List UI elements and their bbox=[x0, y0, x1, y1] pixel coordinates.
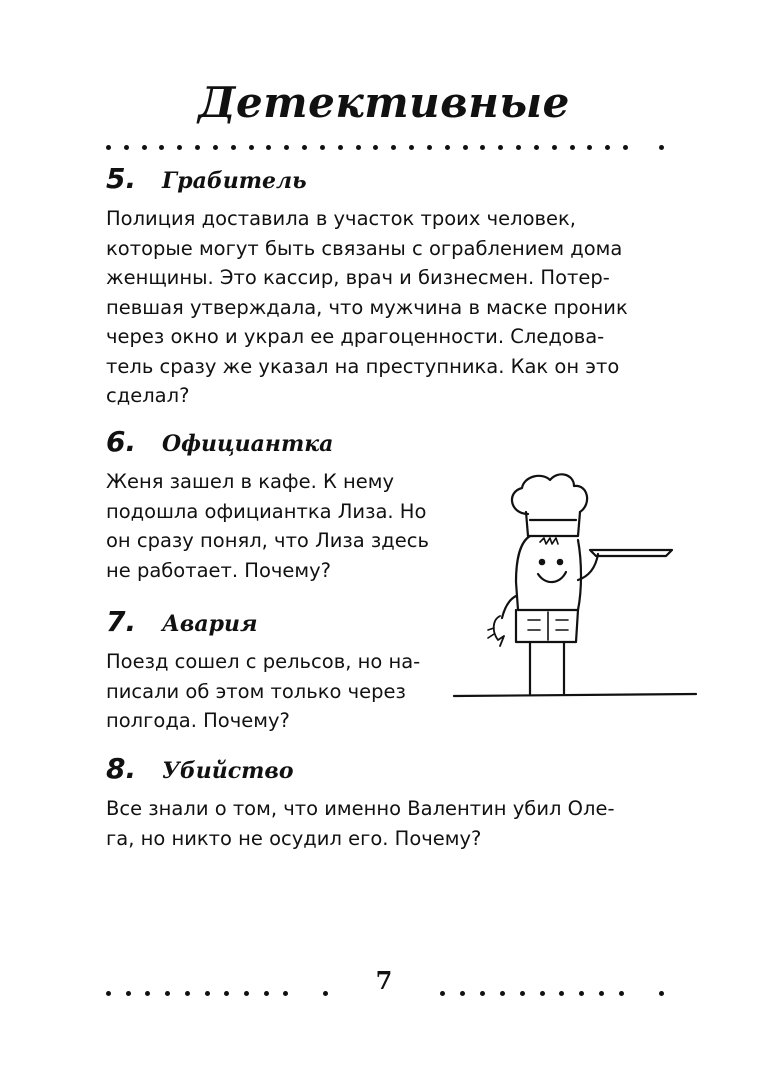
text-line: Все знали о том, что именно Валентин убил Оле- bbox=[106, 797, 615, 820]
section-title: Официантка bbox=[162, 431, 334, 457]
text-line: женщины. Это кассир, врач и бизнесмен. Потер- bbox=[106, 266, 610, 289]
section-number: 5. bbox=[106, 162, 137, 195]
page-number: 7 bbox=[375, 966, 393, 995]
section-number: 8. bbox=[106, 752, 137, 785]
section-text bbox=[106, 467, 456, 585]
section-7 bbox=[106, 605, 456, 736]
text-line: тель сразу же указал на преступника. Как он это bbox=[106, 354, 620, 378]
bottom-dotted-divider-right bbox=[440, 990, 664, 996]
section-number: 7. bbox=[106, 605, 137, 638]
text-line: писали об этом только через bbox=[106, 679, 406, 703]
section-text bbox=[106, 794, 666, 853]
text-line: певшая утверждала, что мужчина в маске проник bbox=[106, 295, 628, 319]
section-title: Убийство bbox=[162, 758, 294, 784]
section-5 bbox=[106, 162, 666, 411]
section-title: Авария bbox=[162, 611, 258, 637]
section-number: 6. bbox=[106, 425, 137, 458]
bottom-dotted-divider-left bbox=[106, 990, 328, 996]
section-6 bbox=[106, 425, 456, 585]
text-line: подошла официантка Лиза. Но bbox=[106, 499, 427, 523]
text-line: полгода. Почему? bbox=[106, 709, 290, 732]
section-8 bbox=[106, 752, 666, 853]
text-line: Поезд сошел с рельсов, но на- bbox=[106, 650, 421, 673]
section-title: Грабитель bbox=[162, 168, 307, 194]
top-dotted-divider bbox=[106, 144, 664, 150]
text-line: не работает. Почему? bbox=[106, 558, 332, 582]
text-line: он сразу понял, что Лиза здесь bbox=[106, 529, 429, 552]
text-line: га, но никто не осудил его. Почему? bbox=[106, 826, 482, 850]
text-line: сделал? bbox=[106, 384, 190, 407]
text-line: через окно и украл ее драгоценности. Следова- bbox=[106, 325, 605, 348]
section-text bbox=[106, 204, 666, 411]
text-line: Полиция доставила в участок троих человек, bbox=[106, 207, 576, 230]
text-line: Женя зашел в кафе. К нему bbox=[106, 470, 395, 493]
chef-illustration bbox=[450, 470, 700, 700]
section-text bbox=[106, 647, 456, 736]
page-title: Детективные bbox=[198, 78, 570, 127]
text-line: которые могут быть связаны с ограблением дома bbox=[106, 236, 623, 260]
